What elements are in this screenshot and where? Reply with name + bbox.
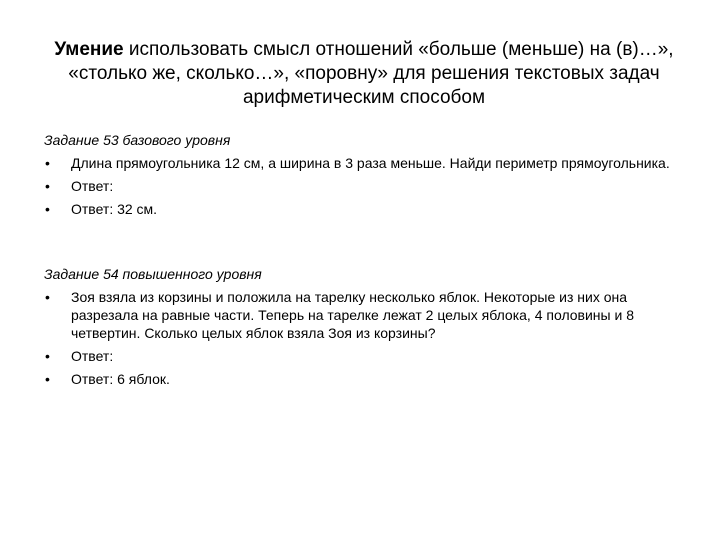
task-54-section <box>44 265 694 393</box>
task-54-list <box>44 288 694 388</box>
task-53-answer: Ответ: 32 см. <box>71 201 158 217</box>
task-53-question: Длина прямоугольника 12 см, а ширина в 3 раза меньше. Найди периметр прямоугольника. <box>71 155 670 171</box>
list-item <box>44 177 694 195</box>
task-54-answer-prompt: Ответ: <box>71 348 114 364</box>
title-strong: Умение <box>54 39 124 60</box>
task-53-heading: Задание 53 базового уровня <box>44 132 231 148</box>
bullet-icon: • <box>45 371 50 387</box>
bullet-icon: • <box>45 289 50 305</box>
bullet-icon: • <box>45 201 50 217</box>
task-53-list <box>44 154 694 218</box>
list-item <box>44 370 694 388</box>
list-item <box>44 154 694 172</box>
list-item <box>44 288 694 342</box>
task-54-heading: Задание 54 повышенного уровня <box>44 266 262 282</box>
task-53-section <box>44 131 694 223</box>
bullet-icon: • <box>45 178 50 194</box>
list-item <box>44 347 694 365</box>
task-53-answer-prompt: Ответ: <box>71 178 114 194</box>
task-54-question: Зоя взяла из корзины и положила на тарелку несколько яблок. Некоторые из них она разрезала на равные части. Теперь на тарелке лежат 2 целых яблока, 4 половины и 8 четвертин. Сколько целых яблок взяла Зоя из корзины? <box>71 289 634 341</box>
bullet-icon: • <box>45 348 50 364</box>
title-rest: использовать смысл отношений «больше (меньше) на (в)…», «столько же, сколько…», «поровну» для решения текстовых задач арифметическим способом <box>68 39 674 108</box>
task-54-answer: Ответ: 6 яблок. <box>71 371 170 387</box>
bullet-icon: • <box>45 155 50 171</box>
list-item <box>44 200 694 218</box>
slide-title <box>34 38 694 110</box>
